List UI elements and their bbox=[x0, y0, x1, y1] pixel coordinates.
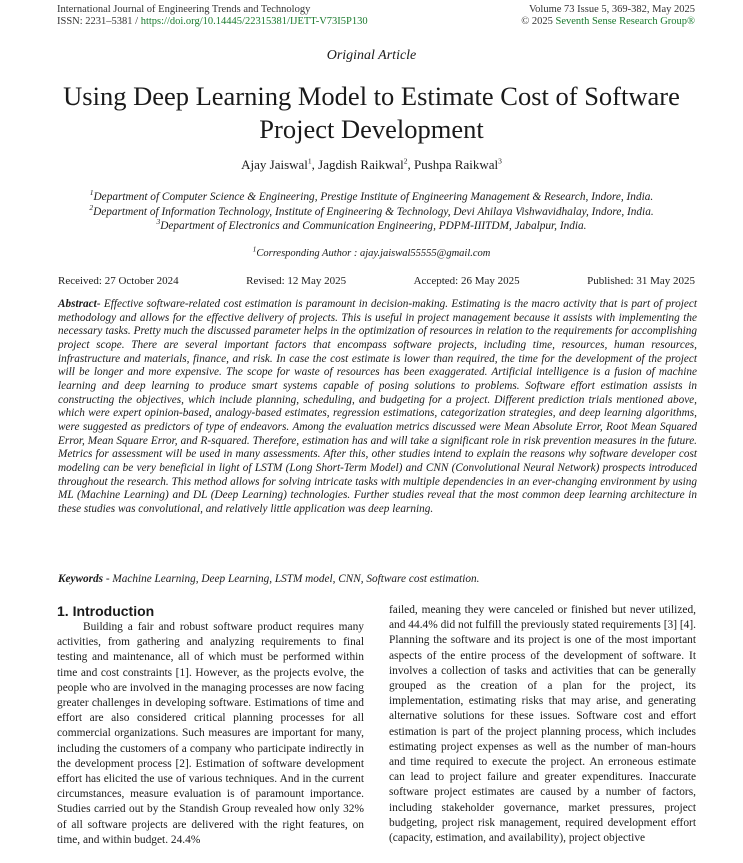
corresponding-sup: 1 bbox=[252, 244, 257, 254]
body-column-right bbox=[389, 603, 696, 846]
keywords bbox=[58, 573, 697, 585]
author-sup: 2 bbox=[403, 156, 408, 166]
affiliation-text: Department of Computer Science & Engineering, Prestige Institute of Engineering Management & Research, Indore, India. bbox=[93, 191, 654, 203]
journal-header bbox=[57, 4, 368, 28]
affiliation-sup: 2 bbox=[89, 202, 94, 212]
body-paragraph: Building a fair and robust software product requires many activities, from gathering and analyzing requirements to final testing and maintenance, all of which must be performed within time and cost constraints [1]. However, as the projects evolve, the people who are involved in the managing processes are now facing greater challenges in developing software. Estimations of time and effort are also considered critical planning processes for all commercial organizations. Such measures are important for many, including the customers of a company who participate indirectly in the development process [2]. Estimation of software development effort has elicited the use of various techniques. And in the current circumstances, measure evaluation is of paramount importance. Studies carried out by the Standish Group revealed how only 32% of all software projects are delivered with the right features, on time, and within budget. 24.4% bbox=[57, 621, 364, 846]
abstract-label: Abstract bbox=[58, 298, 97, 310]
section-heading: 1. Introduction bbox=[57, 603, 155, 619]
copyright-line bbox=[521, 16, 695, 28]
article-type: Original Article bbox=[326, 48, 417, 63]
abstract-text: - Effective software-related cost estimation is paramount in decision-making. Estimating is the macro activity that is part of project methodology and allows for the effective delivery of projects. This is useful in project management because it assists with implementing the necessary tasks. Pretty much the discussed parameter helps in the optimization of resources in relation to the requirements for accomplishing project scope. There are several important factors that encompass software projects, including time, resources, human resources, infrastructure and materials, finance, and risk. In case the cost estimate is lower than required, the time for the development of the project will be longer and more expensive. The scope for waste of resources has been exaggerated. Artificial intelligence is a fusion of machine learning and deep learning to produce smart systems capable of posing solutions to problems. Software effort estimation assists in constructing the objectives, which include planning, scheduling, and budgeting for a project. Different prediction trials mentioned above, which were expert opinion-based, analogy-based estimates, regression estimations, categorization strategies, and deep learning algorithms, were suggested as predictors of type of endeavors. Among the evaluation metrics discussed were Mean Absolute Error, Root Mean Squared Error, Mean Square Error, and R-squared. Therefore, estimation has and will take a significant role in risk prevention measures in the future. Metrics for assessment will be used in many assessments. After this, other studies intend to explain the reasons why software developer cost modeling can be very beneficial in light of LSTM (Long Short-Term Model) and CNN (Convolutional Neural Network) prospects introduced throughout the research. This method allows for solving intricate tasks with multiple dependencies in an ever-changing environment by using ML (Machine Learning) and DL (Deep Learning) technologies. Further studies reveal that the most common deep learning architecture in these studies was convolutional, and relatively little application was deep learning. bbox=[58, 298, 697, 515]
author-name: Jagdish Raikwal bbox=[318, 157, 404, 172]
author-list: Ajay Jaiswal$^1$, Jagdish Raikwal$^2$, Pushpa Raikwal$^3$ bbox=[241, 156, 502, 172]
copyright-year: © 2025 bbox=[521, 16, 553, 27]
body-column-left bbox=[57, 603, 364, 848]
affiliation bbox=[20, 202, 723, 220]
publication-dates bbox=[58, 275, 695, 287]
affiliation-text: Department of Information Technology, Institute of Engineering & Technology, Devi Ahilaya Vishwavidhalay, Indore, India. bbox=[93, 205, 654, 218]
volume-info: Volume 73 Issue 5, 369-382, May 2025 bbox=[528, 4, 695, 15]
affiliation bbox=[20, 219, 723, 234]
affiliation-sup: 1 bbox=[89, 188, 94, 198]
journal-name: International Journal of Engineering Trends and Technology bbox=[57, 4, 311, 15]
keywords-text: - Machine Learning, Deep Learning, LSTM model, CNN, Software cost estimation. bbox=[103, 573, 480, 585]
author-sup: 1 bbox=[307, 156, 312, 166]
volume-header bbox=[521, 4, 695, 28]
date-accepted: Accepted: 26 May 2025 bbox=[413, 275, 520, 287]
keywords-label: Keywords bbox=[58, 573, 103, 585]
publisher-link[interactable]: Seventh Sense Research Group® bbox=[555, 16, 695, 27]
author-name: Pushpa Raikwal bbox=[413, 157, 499, 172]
date-published: Published: 31 May 2025 bbox=[587, 275, 695, 287]
author-name: Ajay Jaiswal bbox=[241, 157, 308, 172]
corresponding-text: Corresponding Author : ajay.jaiswal55555@gmail.com bbox=[256, 248, 491, 259]
date-received: Received: 27 October 2024 bbox=[58, 275, 179, 287]
affiliation-sup: 3 bbox=[156, 217, 161, 227]
author-sup: 3 bbox=[498, 156, 502, 166]
doi-link[interactable]: https://doi.org/10.14445/22315381/IJETT-V73I5P130 bbox=[140, 16, 368, 27]
affiliation bbox=[20, 190, 723, 205]
paper-title: Using Deep Learning Model to Estimate Cost of Software Project Development bbox=[63, 81, 680, 144]
date-revised: Revised: 12 May 2025 bbox=[246, 275, 347, 287]
abstract bbox=[58, 298, 697, 517]
issn: ISSN: 2231–5381 / bbox=[57, 16, 139, 27]
issn-line bbox=[57, 16, 368, 28]
affiliation-text: Department of Electronics and Communication Engineering, PDPM-IIITDM, Jabalpur, India. bbox=[160, 220, 587, 232]
corresponding-author bbox=[0, 244, 743, 259]
affiliation-list bbox=[20, 190, 723, 234]
body-paragraph: failed, meaning they were canceled or finished but never utilized, and 44.4% did not fulfill the previously stated requirements [3] [4]. Planning the software and its project is one of the most important aspects of the entire process of the development of software. It involves a collection of tasks and activities that can be generally grouped as the creation of a plan for the project, its implementation, estimating risks that may arise, and generating alternative solutions for these issues. Software cost and effort estimation is part of the project planning process, which includes estimating project expenses as well as the number of man-hours and time required to execute the project. An erroneous estimate can lead to project failure and greater expenditures. Inaccurate software project estimates are caused by a number of factors, including stakeholder governance, market pressures, project budgeting, project risk management, required development effort (capacity, estimation, and availability), project objective bbox=[389, 604, 696, 845]
